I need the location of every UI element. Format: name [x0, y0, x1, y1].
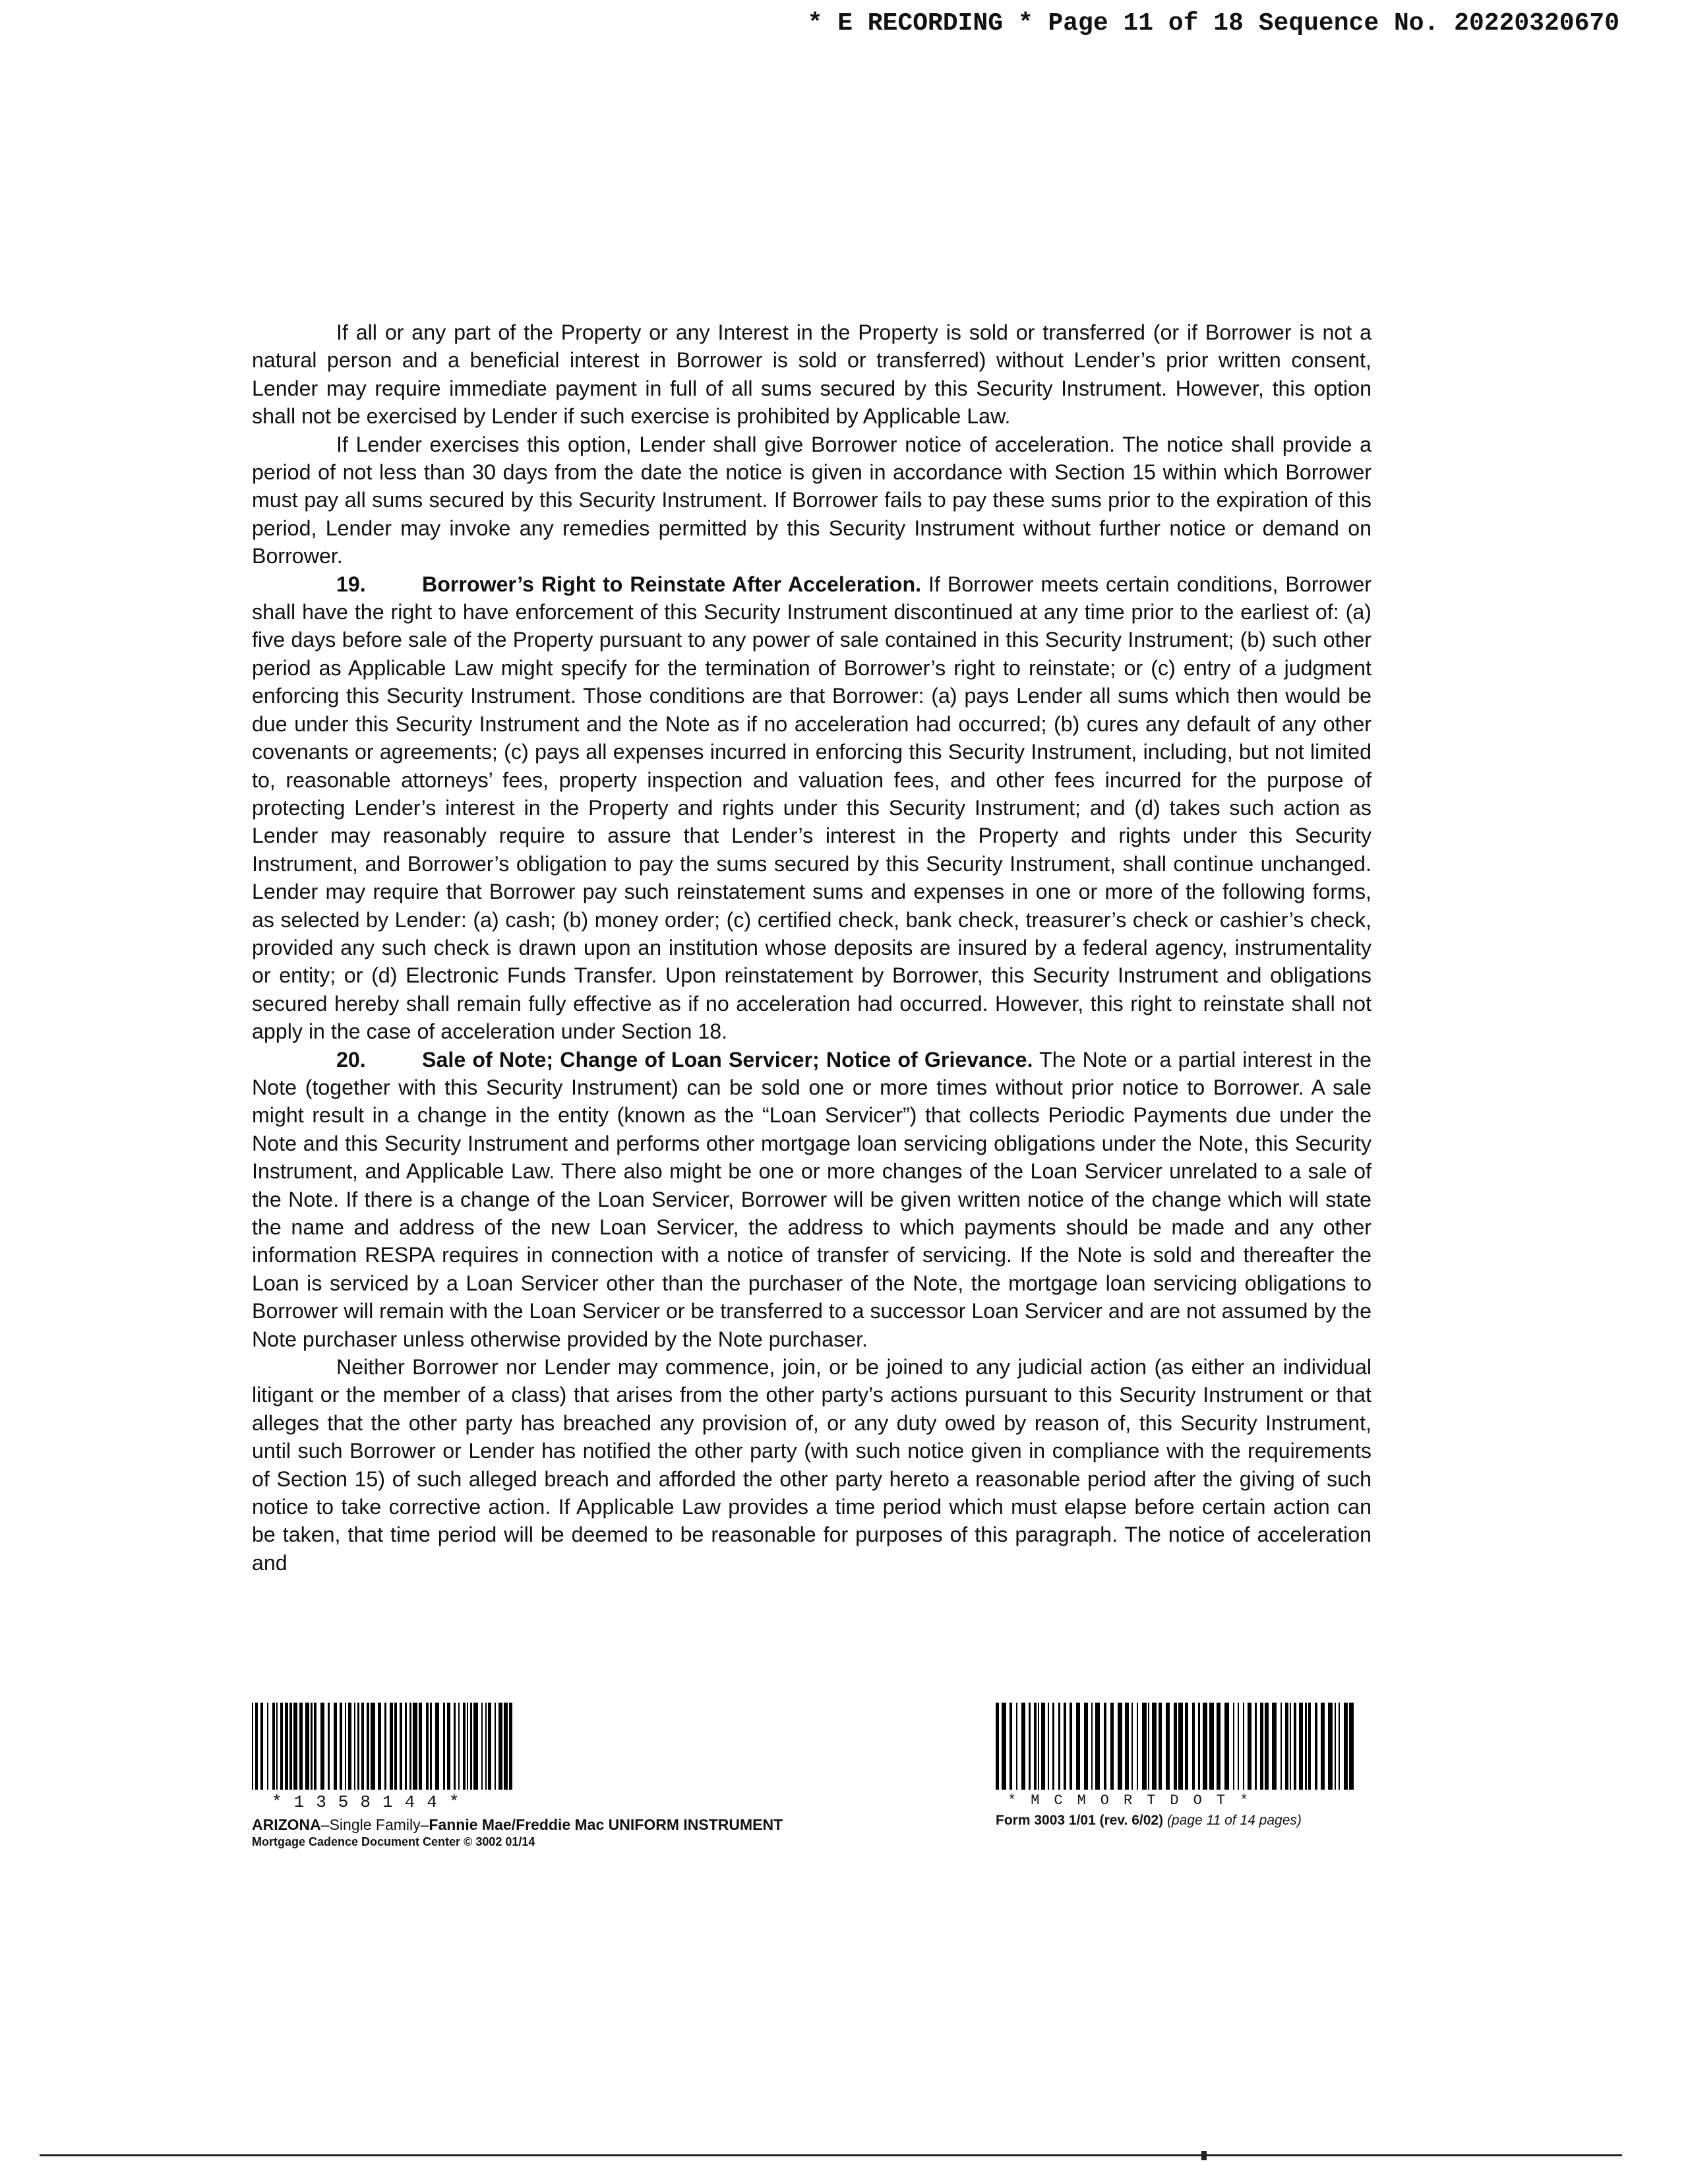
- barcode-bar: [384, 1703, 386, 1790]
- barcode-bar: [1041, 1703, 1045, 1790]
- barcode-bar: [361, 1703, 364, 1790]
- barcode-bar: [1076, 1703, 1080, 1790]
- barcode-bar: [467, 1703, 468, 1790]
- barcode-bar: [426, 1703, 429, 1790]
- form-barcode-text: *MCMORTDOT*: [1008, 1792, 1263, 1809]
- barcode-bar: [1131, 1703, 1133, 1790]
- barcode-bar: [463, 1703, 466, 1790]
- barcode-bar: [1038, 1703, 1039, 1790]
- form-barcode: [996, 1703, 1358, 1790]
- page-of-pages: (page 11 of 14 pages): [1166, 1813, 1302, 1828]
- barcode-bar: [1084, 1703, 1088, 1790]
- barcode-bar: [1010, 1703, 1012, 1790]
- barcode-bar: [276, 1703, 278, 1790]
- barcode-bar: [488, 1703, 491, 1790]
- barcode-bar: [1321, 1703, 1325, 1790]
- footer-right: [996, 1703, 1391, 1829]
- barcode-bar: [498, 1703, 502, 1790]
- barcode-bar: [1198, 1703, 1200, 1790]
- section-19-text: If Borrower meets certain conditions, Borrower shall have the right to have enforcement of this Security Instrument discontinued at any time prior to the earliest of: (a) five days before sale of the Property pursuant to any power of sale contained in this Security Instrument; (b) such other period as Applicable Law might specify for the termination of Borrower’s right to reinstate; or (c) entry of a judgment enforcing this Security Instrument. Those conditions are that Borrower: (a) pays Lender all sums which then would be due under this Security Instrument and the Note as if no acceleration had occurred; (b) cures any default of any other covenants or agreements; (c) pays all expenses incurred in enforcing this Security Instrument, including, but not limited to, reasonable attorneys’ fees, property inspection and valuation fees, and other fees incurred for the purpose of protecting Lender’s interest in the Property and rights under this Security Instrument; and (d) takes such action as Lender may reasonably require to assure that Lender’s interest in the Property and rights under this Security Instrument, and Borrower’s obligation to pay the sums secured by this Security Instrument, shall continue unchanged. Lender may require that Borrower pay such reinstatement sums and expenses in one or more of the following forms, as selected by Lender: (a) cash; (b) money order; (c) certified check, bank check, treasurer’s check or cashier’s check, provided any such check is drawn upon an institution whose deposits are insured by a federal agency, instrumentality or entity; or (d) Electronic Funds Transfer. Upon reinstatement by Borrower, this Security Instrument and obligations secured hereby shall remain fully effective as if no acceleration had occurred. However, this right to reinstate shall not apply in the case of acceleration under Section 18.: [252, 572, 1372, 1044]
- barcode-bar: [1238, 1703, 1239, 1790]
- barcode-bar: [1344, 1703, 1348, 1790]
- barcode-bar: [1299, 1703, 1303, 1790]
- barcode-bar: [1095, 1703, 1100, 1790]
- barcode-bar: [1104, 1703, 1106, 1790]
- barcode-bar: [1178, 1703, 1183, 1790]
- paragraph-transfer-of-property: If all or any part of the Property or any Interest in the Property is sold or transferred (or if Borrower is not a natural person and a beneficial interest in Borrower is sold or transferred) without Lender’s prior written consent, Lender may require immediate payment in full of all sums secured by this Security Instrument. However, this option shall not be exercised by Lender if such exercise is prohibited by Applicable Law.: [252, 320, 1372, 429]
- bottom-rule: [40, 2154, 1622, 2156]
- barcode-bar: [447, 1703, 450, 1790]
- barcode-bar: [458, 1703, 460, 1790]
- barcode-bar: [390, 1703, 393, 1790]
- barcode-bar: [328, 1703, 330, 1790]
- barcode-bar: [260, 1703, 263, 1790]
- barcode-bar: [1339, 1703, 1340, 1790]
- barcode-bar: [1125, 1703, 1129, 1790]
- recording-header: * E RECORDING * Page 11 of 18 Sequence No. 20220320670: [807, 9, 1619, 38]
- barcode-bar: [1233, 1703, 1234, 1790]
- barcode-bar: [405, 1703, 407, 1790]
- barcode-bar: [1272, 1703, 1277, 1790]
- barcode-bar: [1137, 1703, 1138, 1790]
- footer-left: [252, 1703, 859, 1849]
- barcode-bar: [485, 1703, 487, 1790]
- barcode-bar: [1315, 1703, 1317, 1790]
- barcode-bar: [1002, 1703, 1006, 1790]
- barcode-bar: [1281, 1703, 1282, 1790]
- barcode-bar: [1185, 1703, 1188, 1790]
- barcode-bar: [996, 1703, 999, 1790]
- barcode-bar: [419, 1703, 422, 1790]
- barcode-bar: [1308, 1703, 1311, 1790]
- barcode-bar: [289, 1703, 292, 1790]
- barcode-bar: [400, 1703, 402, 1790]
- barcode-bar: [1192, 1703, 1195, 1790]
- barcode-bar: [1174, 1703, 1177, 1790]
- barcode-bar: [1248, 1703, 1251, 1790]
- section-19-number: 19.: [336, 572, 366, 596]
- barcode-bar: [345, 1703, 346, 1790]
- form-number-line: [996, 1813, 1391, 1829]
- barcode-bar: [1203, 1703, 1207, 1790]
- barcode-bar: [409, 1703, 411, 1790]
- barcode-bar: [305, 1703, 309, 1790]
- barcode-bar: [504, 1703, 508, 1790]
- barcode-bar: [1118, 1703, 1122, 1790]
- barcode-bar: [430, 1703, 432, 1790]
- barcode-bar: [1058, 1703, 1060, 1790]
- barcode-bar: [454, 1703, 456, 1790]
- barcode-bar: [357, 1703, 359, 1790]
- barcode-bar: [255, 1703, 258, 1790]
- form-number: Form 3003 1/01 (rev. 6/02): [996, 1813, 1164, 1828]
- barcode-bar: [443, 1703, 445, 1790]
- barcode-bar: [1052, 1703, 1054, 1790]
- barcode-bar: [1224, 1703, 1229, 1790]
- barcode-bar: [1209, 1703, 1214, 1790]
- form-description: –Single Family–: [320, 1816, 429, 1833]
- barcode-bar: [509, 1703, 512, 1790]
- barcode-bar: [320, 1703, 324, 1790]
- barcode-bar: [354, 1703, 355, 1790]
- barcode-bar: [1328, 1703, 1333, 1790]
- paragraph-notice-of-grievance: Neither Borrower nor Lender may commence, join, or be joined to any judicial action (as either an individual litigant or the member of a class) that arises from the other party’s actions pursuant to this Security Instrument or that alleges that the other party has breached any provision of, or any duty owed by reason of, this Security Instrument, until such Borrower or Lender has notified the other party (with such notice given in compliance with the requirements of Section 15) of such alleged breach and afforded the other party hereto a reasonable period after the giving of such notice to take corrective action. If Applicable Law provides a time period which must elapse before certain action can be taken, that time period will be deemed to be reasonable for purposes of this paragraph. The notice of acceleration and: [252, 1355, 1372, 1575]
- barcode-bar: [1029, 1703, 1031, 1790]
- section-20-text: The Note or a partial interest in the Note (together with this Security Instrument) can be sold one or more times without prior notice to Borrower. A sale might result in a change in the entity (known as the “Loan Servicer”) that collects Periodic Payments due under the Note and this Security Instrument and performs other mortgage loan servicing obligations under the Note, this Security Instrument, and Applicable Law. There also might be one or more changes of the Loan Servicer unrelated to a sale of the Note. If there is a change of the Loan Servicer, Borrower will be given written notice of the change which will state the name and address of the new Loan Servicer, the address to which payments should be made and any other information RESPA requires in connection with a notice of transfer of servicing. If the Note is sold and thereafter the Loan is serviced by a Loan Servicer other than the purchaser of the Note, the mortgage loan servicing obligations to Borrower will remain with the Loan Servicer or be transferred to a successor Loan Servicer and are not assumed by the Note purchaser unless otherwise provided by the Note purchaser.: [252, 1047, 1372, 1351]
- barcode-bar: [272, 1703, 275, 1790]
- barcode-bar: [371, 1703, 375, 1790]
- barcode-bar: [1159, 1703, 1162, 1790]
- document-body: [252, 318, 1372, 1577]
- barcode-bar: [1016, 1703, 1017, 1790]
- barcode-bar: [1285, 1703, 1288, 1790]
- section-20: [252, 1046, 1372, 1353]
- barcode-bar: [470, 1703, 472, 1790]
- barcode-bar: [435, 1703, 439, 1790]
- barcode-bar: [495, 1703, 496, 1790]
- barcode-bar: [1064, 1703, 1066, 1790]
- barcode-bar: [413, 1703, 417, 1790]
- barcode-bar: [1305, 1703, 1307, 1790]
- barcode-bar: [1034, 1703, 1037, 1790]
- barcode-bar: [314, 1703, 316, 1790]
- barcode-bar: [1166, 1703, 1170, 1790]
- barcode-bar: [1260, 1703, 1263, 1790]
- barcode-bar: [311, 1703, 313, 1790]
- document-barcode: [252, 1703, 562, 1790]
- paragraph-notice-of-acceleration: If Lender exercises this option, Lender shall give Borrower notice of acceleration. The notice shall provide a period of not less than 30 days from the date the notice is given in accordance with Section 15 within which Borrower must pay all sums secured by this Security Instrument. If Borrower fails to pay these sums prior to the expiration of this period, Lender may invoke any remedies permitted by this Security Instrument without further notice or demand on Borrower.: [252, 432, 1372, 568]
- barcode-bar: [1290, 1703, 1291, 1790]
- barcode-bar: [1048, 1703, 1049, 1790]
- barcode-bar: [267, 1703, 268, 1790]
- bottom-rule-tick: [1201, 2151, 1207, 2160]
- barcode-bar: [1148, 1703, 1149, 1790]
- document-barcode-text: *1358144*: [272, 1792, 471, 1812]
- barcode-bar: [1142, 1703, 1147, 1790]
- barcode-bar: [299, 1703, 303, 1790]
- barcode-bar: [1091, 1703, 1093, 1790]
- barcode-bar: [340, 1703, 342, 1790]
- barcode-bar: [285, 1703, 288, 1790]
- barcode-bar: [1217, 1703, 1221, 1790]
- barcode-bar: [367, 1703, 369, 1790]
- barcode-bar: [1349, 1703, 1354, 1790]
- barcode-bar: [293, 1703, 297, 1790]
- barcode-bar: [1265, 1703, 1269, 1790]
- barcode-bar: [1070, 1703, 1072, 1790]
- barcode-bar: [1152, 1703, 1157, 1790]
- barcode-bar: [1243, 1703, 1244, 1790]
- barcode-bar: [481, 1703, 483, 1790]
- section-19-title: Borrower’s Right to Reinstate After Acceleration.: [422, 572, 922, 596]
- section-20-title: Sale of Note; Change of Loan Servicer; Notice of Grievance.: [422, 1047, 1033, 1072]
- barcode-bar: [473, 1703, 478, 1790]
- barcode-bar: [1110, 1703, 1114, 1790]
- barcode-bar: [1255, 1703, 1257, 1790]
- form-name: Fannie Mae/Freddie Mac UNIFORM INSTRUMENT: [429, 1816, 783, 1833]
- barcode-bar: [1335, 1703, 1336, 1790]
- barcode-bar: [334, 1703, 337, 1790]
- section-19: [252, 570, 1372, 1046]
- form-title: [252, 1816, 859, 1834]
- barcode-bar: [1294, 1703, 1296, 1790]
- section-20-number: 20.: [336, 1047, 366, 1072]
- form-source: Mortgage Cadence Document Center © 3002 01/14: [252, 1835, 535, 1848]
- barcode-bar: [378, 1703, 381, 1790]
- barcode-bar: [1021, 1703, 1025, 1790]
- barcode-bar: [280, 1703, 283, 1790]
- barcode-bar: [348, 1703, 351, 1790]
- barcode-bar: [252, 1703, 253, 1790]
- barcode-bar: [394, 1703, 397, 1790]
- form-state: ARIZONA: [252, 1816, 321, 1833]
